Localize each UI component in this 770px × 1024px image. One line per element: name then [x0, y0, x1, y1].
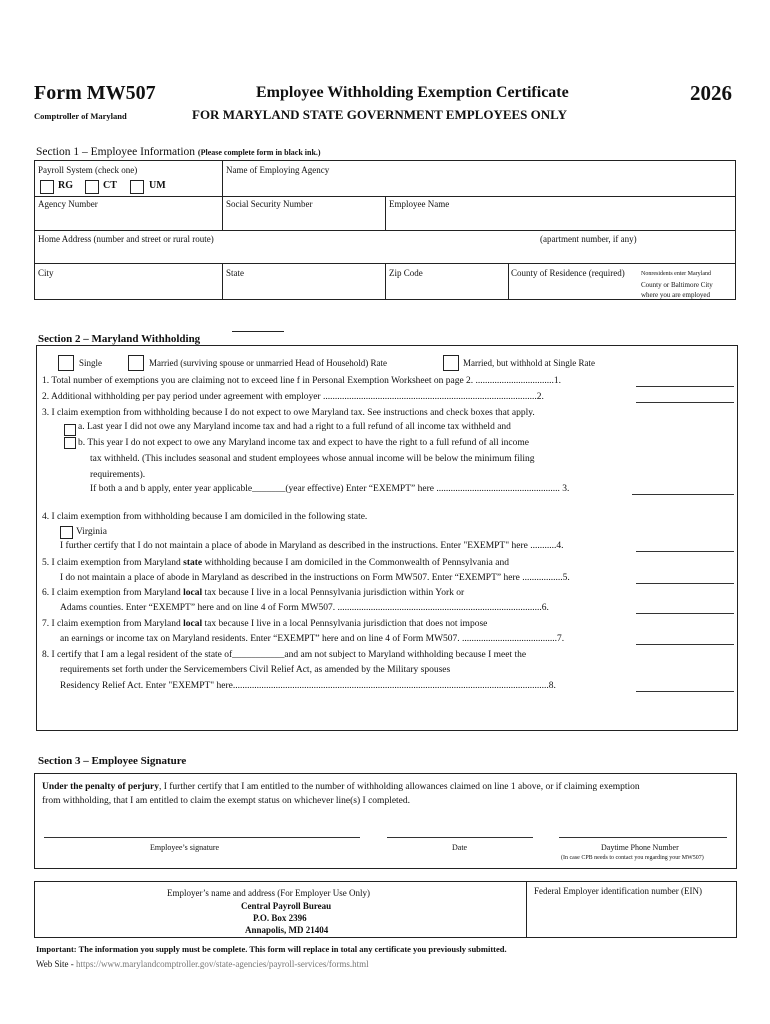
divider — [34, 230, 736, 231]
divider — [222, 196, 223, 230]
agency-number-label: Agency Number — [38, 199, 98, 209]
phone-note: (In case CPB needs to contact you regarding your MW507) — [561, 855, 704, 861]
line3-field[interactable] — [632, 494, 734, 495]
line3b-text-3: requirements). — [90, 470, 146, 480]
married-single-rate-checkbox[interactable] — [128, 355, 144, 371]
line3b-checkbox[interactable] — [64, 437, 76, 449]
line6-text-b: tax because I live in a local Pennsylvania jurisdiction within York or — [204, 588, 465, 598]
line7-text-bold: local — [183, 619, 203, 629]
employer-name: Central Payroll Bureau — [241, 901, 332, 911]
section1-heading — [36, 146, 321, 158]
important-note: Important: The information you supply must be complete. This form will replace in total any certificate you previously submitted. — [36, 944, 507, 954]
ein-label: Federal Employer identification number (EIN) — [534, 886, 702, 896]
phone-field[interactable] — [559, 837, 727, 838]
line2-text: 2. Additional withholding per pay period under agreement with employer ..........................................................................................2. — [42, 392, 544, 402]
line3-text: 3. I claim exemption from withholding because I do not expect to owe Maryland tax. See instructions and check boxes that apply. — [42, 408, 535, 418]
line4-end-text: I further certify that I do not maintain a place of abode in Maryland as described in the instructions. Enter "EXEMPT" here ...........4. — [60, 541, 564, 551]
line7-text-a: 7. I claim exemption from Maryland — [42, 619, 181, 629]
date-label: Date — [452, 843, 468, 852]
apt-label: (apartment number, if any) — [540, 234, 637, 244]
section3-heading: Section 3 – Employee Signature — [38, 755, 187, 767]
divider — [385, 196, 386, 230]
payroll-label: Payroll System (check one) — [38, 165, 138, 175]
penalty-text-1: , I further certify that I am entitled to the number of withholding allowances claimed on line 1 above, or if claiming exemption — [158, 782, 640, 792]
married-label: Married, but withhold at Single Rate — [463, 358, 595, 368]
divider — [526, 881, 527, 938]
line5-text-2: I do not maintain a place of abode in Maryland as described in the instructions on Form MW507. Enter “EXEMPT” here .................5. — [60, 573, 570, 583]
county-note-1: Nonresidents enter Maryland — [641, 271, 711, 277]
address-label: Home Address (number and street or rural route) — [38, 234, 214, 244]
county-note-2: County or Baltimore City — [641, 281, 713, 289]
divider — [222, 160, 223, 196]
divider — [508, 263, 509, 300]
penalty-text — [42, 782, 640, 792]
signature-label: Employee’s signature — [150, 843, 220, 852]
line7-text-2: an earnings or income tax on Maryland residents. Enter “EXEMPT” here and on line 4 of Form MW507. ........................................7. — [60, 634, 565, 644]
virginia-label: Virginia — [76, 527, 107, 537]
line3b-text-2: tax withheld. (This includes seasonal and student employees whose annual income will be below the minimum filing — [90, 454, 535, 464]
ssn-label: Social Security Number — [226, 199, 313, 209]
line3-end-text: If both a and b apply, enter year applicable_______(year effective) Enter “EXEMPT” here .................................................... 3. — [90, 484, 570, 494]
employer-label: Employer’s name and address (For Employer Use Only) — [167, 888, 371, 898]
line5-text-a: 5. I claim exemption from Maryland — [42, 558, 181, 568]
married-single-rate-label: Married (surviving spouse or unmarried Head of Household) Rate — [149, 358, 387, 368]
website-line — [36, 959, 369, 969]
line6-field[interactable] — [636, 613, 734, 614]
form-id: Form MW507 — [34, 82, 156, 104]
payroll-ct-checkbox[interactable] — [85, 180, 99, 194]
city-label: City — [38, 268, 54, 278]
line5-field[interactable] — [636, 583, 734, 584]
county-note-3: where you are employed — [641, 291, 710, 299]
payroll-ct-label: CT — [103, 180, 117, 191]
county-label: County of Residence (required) — [511, 268, 625, 278]
line1-field[interactable] — [636, 386, 734, 387]
line6-text-a: 6. I claim exemption from Maryland — [42, 588, 181, 598]
married-checkbox[interactable] — [443, 355, 459, 371]
agency-name: Comptroller of Maryland — [34, 111, 127, 121]
section1-title: Section 1 – Employee Information — [36, 146, 196, 158]
penalty-text-2: from withholding, that I am entitled to claim the exempt status on whichever line(s) I completed. — [42, 796, 411, 806]
payroll-um-checkbox[interactable] — [130, 180, 144, 194]
date-field[interactable] — [387, 837, 533, 838]
phone-label: Daytime Phone Number — [601, 843, 679, 852]
website-label: Web Site - — [36, 959, 74, 969]
payroll-um-label: UM — [149, 180, 166, 191]
divider — [232, 331, 284, 332]
line5-text-b: withholding because I am domiciled in the Commonwealth of Pennsylvania and — [204, 558, 509, 568]
employee-name-label: Employee Name — [389, 199, 450, 209]
line6-text — [42, 588, 464, 598]
website-link[interactable]: https://www.marylandcomptroller.gov/state-agencies/payroll-services/forms.html — [76, 959, 369, 969]
line8-text-2: requirements set forth under the Servicemembers Civil Relief Act, as amended by the Military spouses — [60, 665, 451, 675]
line7-text-b: tax because I live in a local Pennsylvania jurisdiction that does not impose — [204, 619, 488, 629]
payroll-rg-checkbox[interactable] — [40, 180, 54, 194]
single-label: Single — [79, 358, 103, 368]
form-year: 2026 — [690, 81, 732, 105]
state-label: State — [226, 268, 244, 278]
line5-text-bold: state — [183, 558, 203, 568]
zip-label: Zip Code — [389, 268, 423, 278]
divider — [222, 263, 223, 300]
employer-city: Annapolis, MD 21404 — [245, 925, 329, 935]
line8-field[interactable] — [636, 691, 734, 692]
form-title: Employee Withholding Exemption Certificate — [256, 84, 569, 101]
section2-heading: Section 2 – Maryland Withholding — [38, 333, 201, 345]
agency-name-label: Name of Employing Agency — [226, 165, 330, 175]
form-subtitle: FOR MARYLAND STATE GOVERNMENT EMPLOYEES ONLY — [192, 107, 568, 122]
payroll-rg-label: RG — [58, 180, 73, 191]
divider — [385, 263, 386, 300]
line4-text: 4. I claim exemption from withholding because I am domiciled in the following state. — [42, 512, 368, 522]
line3a-checkbox[interactable] — [64, 424, 76, 436]
employer-po-box: P.O. Box 2396 — [253, 913, 307, 923]
line3b-text: b. This year I do not expect to owe any Maryland income tax and expect to have the right to a full refund of all income — [78, 438, 529, 448]
line7-field[interactable] — [636, 644, 734, 645]
virginia-checkbox[interactable] — [60, 526, 73, 539]
line2-field[interactable] — [636, 402, 734, 403]
line8-text-3: Residency Relief Act. Enter "EXEMPT" here.....................................................................................................................................8. — [60, 681, 556, 691]
signature-field[interactable] — [44, 837, 360, 838]
line4-field[interactable] — [636, 551, 734, 552]
line8-text: 8. I certify that I am a legal resident of the state of___________and am not subject to Maryland withholding because I meet the — [42, 650, 527, 660]
line6-text-2: Adams counties. Enter “EXEMPT” here and on line 4 of Form MW507. ......................................................................................6. — [60, 603, 549, 613]
line6-text-bold: local — [183, 588, 203, 598]
penalty-bold: Under the penalty of perjury — [42, 782, 159, 792]
line1-text: 1. Total number of exemptions you are claiming not to exceed line f in Personal Exemption Worksheet on page 2. .................................1. — [42, 376, 562, 386]
line7-text — [42, 619, 487, 629]
line5-text — [42, 558, 509, 568]
single-checkbox[interactable] — [58, 355, 74, 371]
line3a-text: a. Last year I did not owe any Maryland income tax and had a right to a full refund of all income tax withheld and — [78, 422, 511, 432]
section1-note: (Please complete form in black ink.) — [197, 148, 321, 157]
